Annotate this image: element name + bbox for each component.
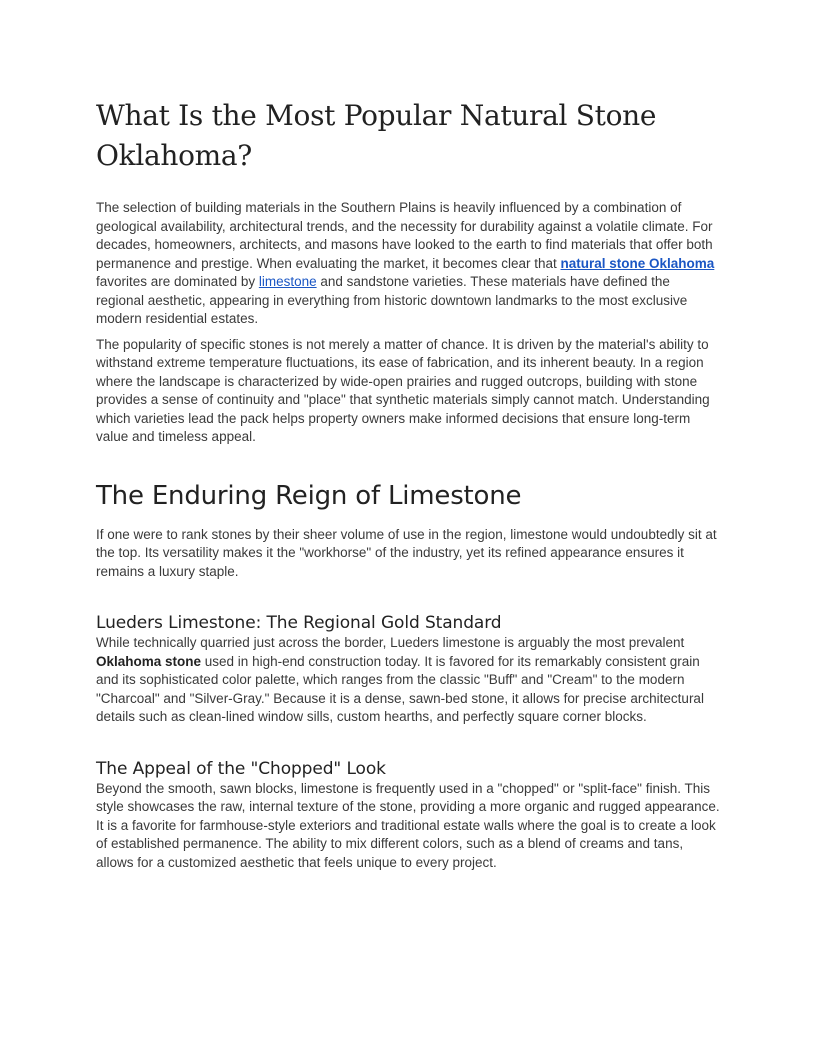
chopped-look-paragraph: Beyond the smooth, sawn blocks, limestone is frequently used in a "chopped" or "split-face" finish. This style showcases the raw, internal texture of the stone, providing a more organic and rugged appearance. It is a favorite for farmhouse-style exteriors and traditional estate walls where the goal is to create a look of established permanence. The ability to mix different colors, such as a blend of creams and tans, allows for a customized aesthetic that feels unique to every project. <box>96 780 720 870</box>
intro-text-before: The selection of building materials in the Southern Plains is heavily influenced by a combination of geological availability, architectural trends, and the necessity for durability against a volatile climate. For decades, homeowners, architects, and masons have looked to the earth to find materials that offer both permanence and prestige. When evaluating the market, it becomes clear that <box>96 200 713 271</box>
lueders-text-before: While technically quarried just across the border, Lueders limestone is arguably the most prevalent <box>96 635 685 650</box>
lueders-paragraph <box>96 634 720 727</box>
natural-stone-oklahoma-link[interactable]: natural stone Oklahoma <box>560 255 715 271</box>
document-page <box>96 96 720 879</box>
oklahoma-stone-bold: Oklahoma stone <box>96 653 202 669</box>
section-heading-limestone: The Enduring Reign of Limestone <box>96 480 522 511</box>
subheading-lueders: Lueders Limestone: The Regional Gold Standard <box>96 613 502 633</box>
intro-text-after: and sandstone varieties. These materials have defined the regional aesthetic, appearing in everything from historic downtown landmarks to the most exclusive modern residential estates. <box>96 274 688 326</box>
subheading-chopped-look: The Appeal of the "Chopped" Look <box>96 758 386 779</box>
limestone-link[interactable]: limestone <box>258 274 317 289</box>
lueders-text-after: used in high-end construction today. It is favored for its remarkably consistent grain and its sophisticated color palette, which ranges from the classic "Buff" and "Cream" to the modern "Charcoal" and "Silver-Gray." Because it is a dense, sawn-bed stone, it allows for precise architectural details such as clean-lined window sills, custom hearths, and perfectly square corner blocks. <box>96 653 704 724</box>
intro-text-middle: favorites are dominated by <box>96 274 259 289</box>
intro-paragraph-1 <box>96 199 720 329</box>
limestone-intro-paragraph: If one were to rank stones by their sheer volume of use in the region, limestone would undoubtedly sit at the top. Its versatility makes it the "workhorse" of the industry, yet its refined appearance ensures it remains a luxury staple. <box>96 526 717 579</box>
intro-paragraph-2: The popularity of specific stones is not merely a matter of chance. It is driven by the material's ability to withstand extreme temperature fluctuations, its ease of fabrication, and its inherent beauty. In a region where the landscape is characterized by wide-open prairies and rugged outcrops, building with stone provides a sense of continuity and "place" that synthetic materials simply cannot match. Understanding which varieties lead the pack helps property owners make informed decisions that ensure long-term value and timeless appeal. <box>96 336 710 444</box>
page-title: What Is the Most Popular Natural Stone Oklahoma? <box>96 99 657 172</box>
